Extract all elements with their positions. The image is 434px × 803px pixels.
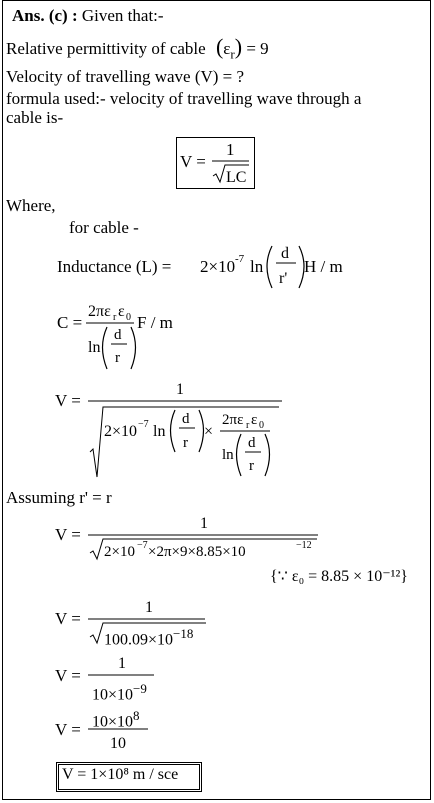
svg-text:−7: −7	[138, 419, 149, 430]
svg-text:2×10: 2×10	[104, 544, 135, 560]
svg-text:ln: ln	[153, 423, 166, 440]
svg-text:d: d	[182, 411, 190, 427]
final-answer: V = 1×10⁸ m / sce	[62, 766, 179, 783]
svg-text:d: d	[281, 245, 289, 262]
assuming-line: Assuming r' = r	[6, 488, 112, 507]
svg-text:r: r	[113, 312, 117, 323]
svg-text:V =: V =	[55, 525, 81, 544]
svg-text:0: 0	[259, 420, 264, 431]
svg-text:ln: ln	[250, 257, 264, 276]
svg-text:ln: ln	[88, 339, 101, 356]
svg-text:−7: −7	[137, 540, 148, 551]
svg-text:ln: ln	[222, 447, 234, 463]
svg-text:V =: V =	[55, 609, 81, 628]
svg-text:V =: V =	[55, 391, 81, 410]
v-eq-1: V =	[180, 152, 206, 171]
eps0-note: {∵ ε₀ = 8.85 × 10⁻¹²}	[270, 568, 408, 585]
permittivity-value: = 9	[246, 39, 269, 58]
svg-text:r: r	[183, 435, 188, 451]
eps-r-paren-close: )	[234, 34, 243, 59]
v-eq-1-num: 1	[226, 140, 235, 159]
eps-r-paren-open: (	[215, 34, 224, 59]
v-10-den-exp: −9	[133, 681, 147, 696]
svg-text:1: 1	[118, 655, 126, 672]
svg-text:×2π×9×8.85×10: ×2π×9×8.85×10	[148, 544, 246, 560]
svg-text:C =: C =	[57, 313, 83, 332]
given-label: Given that:-	[81, 6, 164, 25]
formula-used-line-1: formula used:- velocity of travelling wave through a	[6, 89, 362, 108]
permittivity-text: Relative permittivity of cable	[6, 39, 206, 58]
svg-text:r: r	[249, 458, 254, 474]
formula-used-line-2: cable is-	[6, 108, 64, 127]
v-100-exp: −18	[173, 626, 194, 641]
svg-text:2×10: 2×10	[200, 257, 236, 276]
svg-text:2πε: 2πε	[88, 303, 111, 320]
svg-text:-7: -7	[235, 253, 245, 265]
v-100-value	[104, 624, 193, 650]
svg-text:LC: LC	[226, 169, 247, 186]
svg-text:ε: ε	[118, 303, 125, 320]
for-cable-label: for cable -	[69, 218, 139, 237]
v-num-exp: 8	[133, 708, 140, 723]
v-10-den	[92, 679, 147, 705]
eps-r-symbol: $\varepsilon_r$	[223, 39, 235, 62]
svg-text:r: r	[115, 350, 120, 366]
svg-text:ε: ε	[251, 412, 258, 428]
svg-text:1: 1	[145, 599, 153, 616]
velocity-unknown: Velocity of travelling wave (V) = ?	[6, 67, 245, 86]
v-num-base: 10×10	[92, 713, 134, 731]
svg-text:2πε: 2πε	[222, 412, 244, 428]
svg-text:d: d	[114, 327, 122, 343]
answer-prefix: Ans. (c) :	[12, 6, 78, 25]
capacitance-unit: F / m	[137, 313, 173, 332]
inductance-unit: H / m	[304, 257, 343, 276]
svg-text:r: r	[246, 420, 250, 431]
v-100-base: 100.09×10	[104, 631, 174, 649]
svg-text:r': r'	[279, 270, 288, 287]
svg-text:V =: V =	[55, 720, 81, 739]
where-label: Where,	[6, 196, 56, 215]
svg-text:1: 1	[200, 515, 208, 532]
inductance-label: Inductance (L) =	[57, 257, 172, 276]
svg-text:V =: V =	[55, 666, 81, 685]
svg-text:−12: −12	[296, 540, 312, 551]
svg-text:0: 0	[126, 312, 131, 323]
v-num	[92, 706, 140, 732]
v-den-10: 10	[110, 735, 126, 752]
v-10-den-base: 10×10	[92, 686, 134, 704]
svg-text:d: d	[248, 435, 256, 451]
svg-text:1: 1	[176, 381, 184, 398]
svg-text:×: ×	[204, 423, 214, 440]
svg-text:2×10: 2×10	[104, 423, 138, 440]
